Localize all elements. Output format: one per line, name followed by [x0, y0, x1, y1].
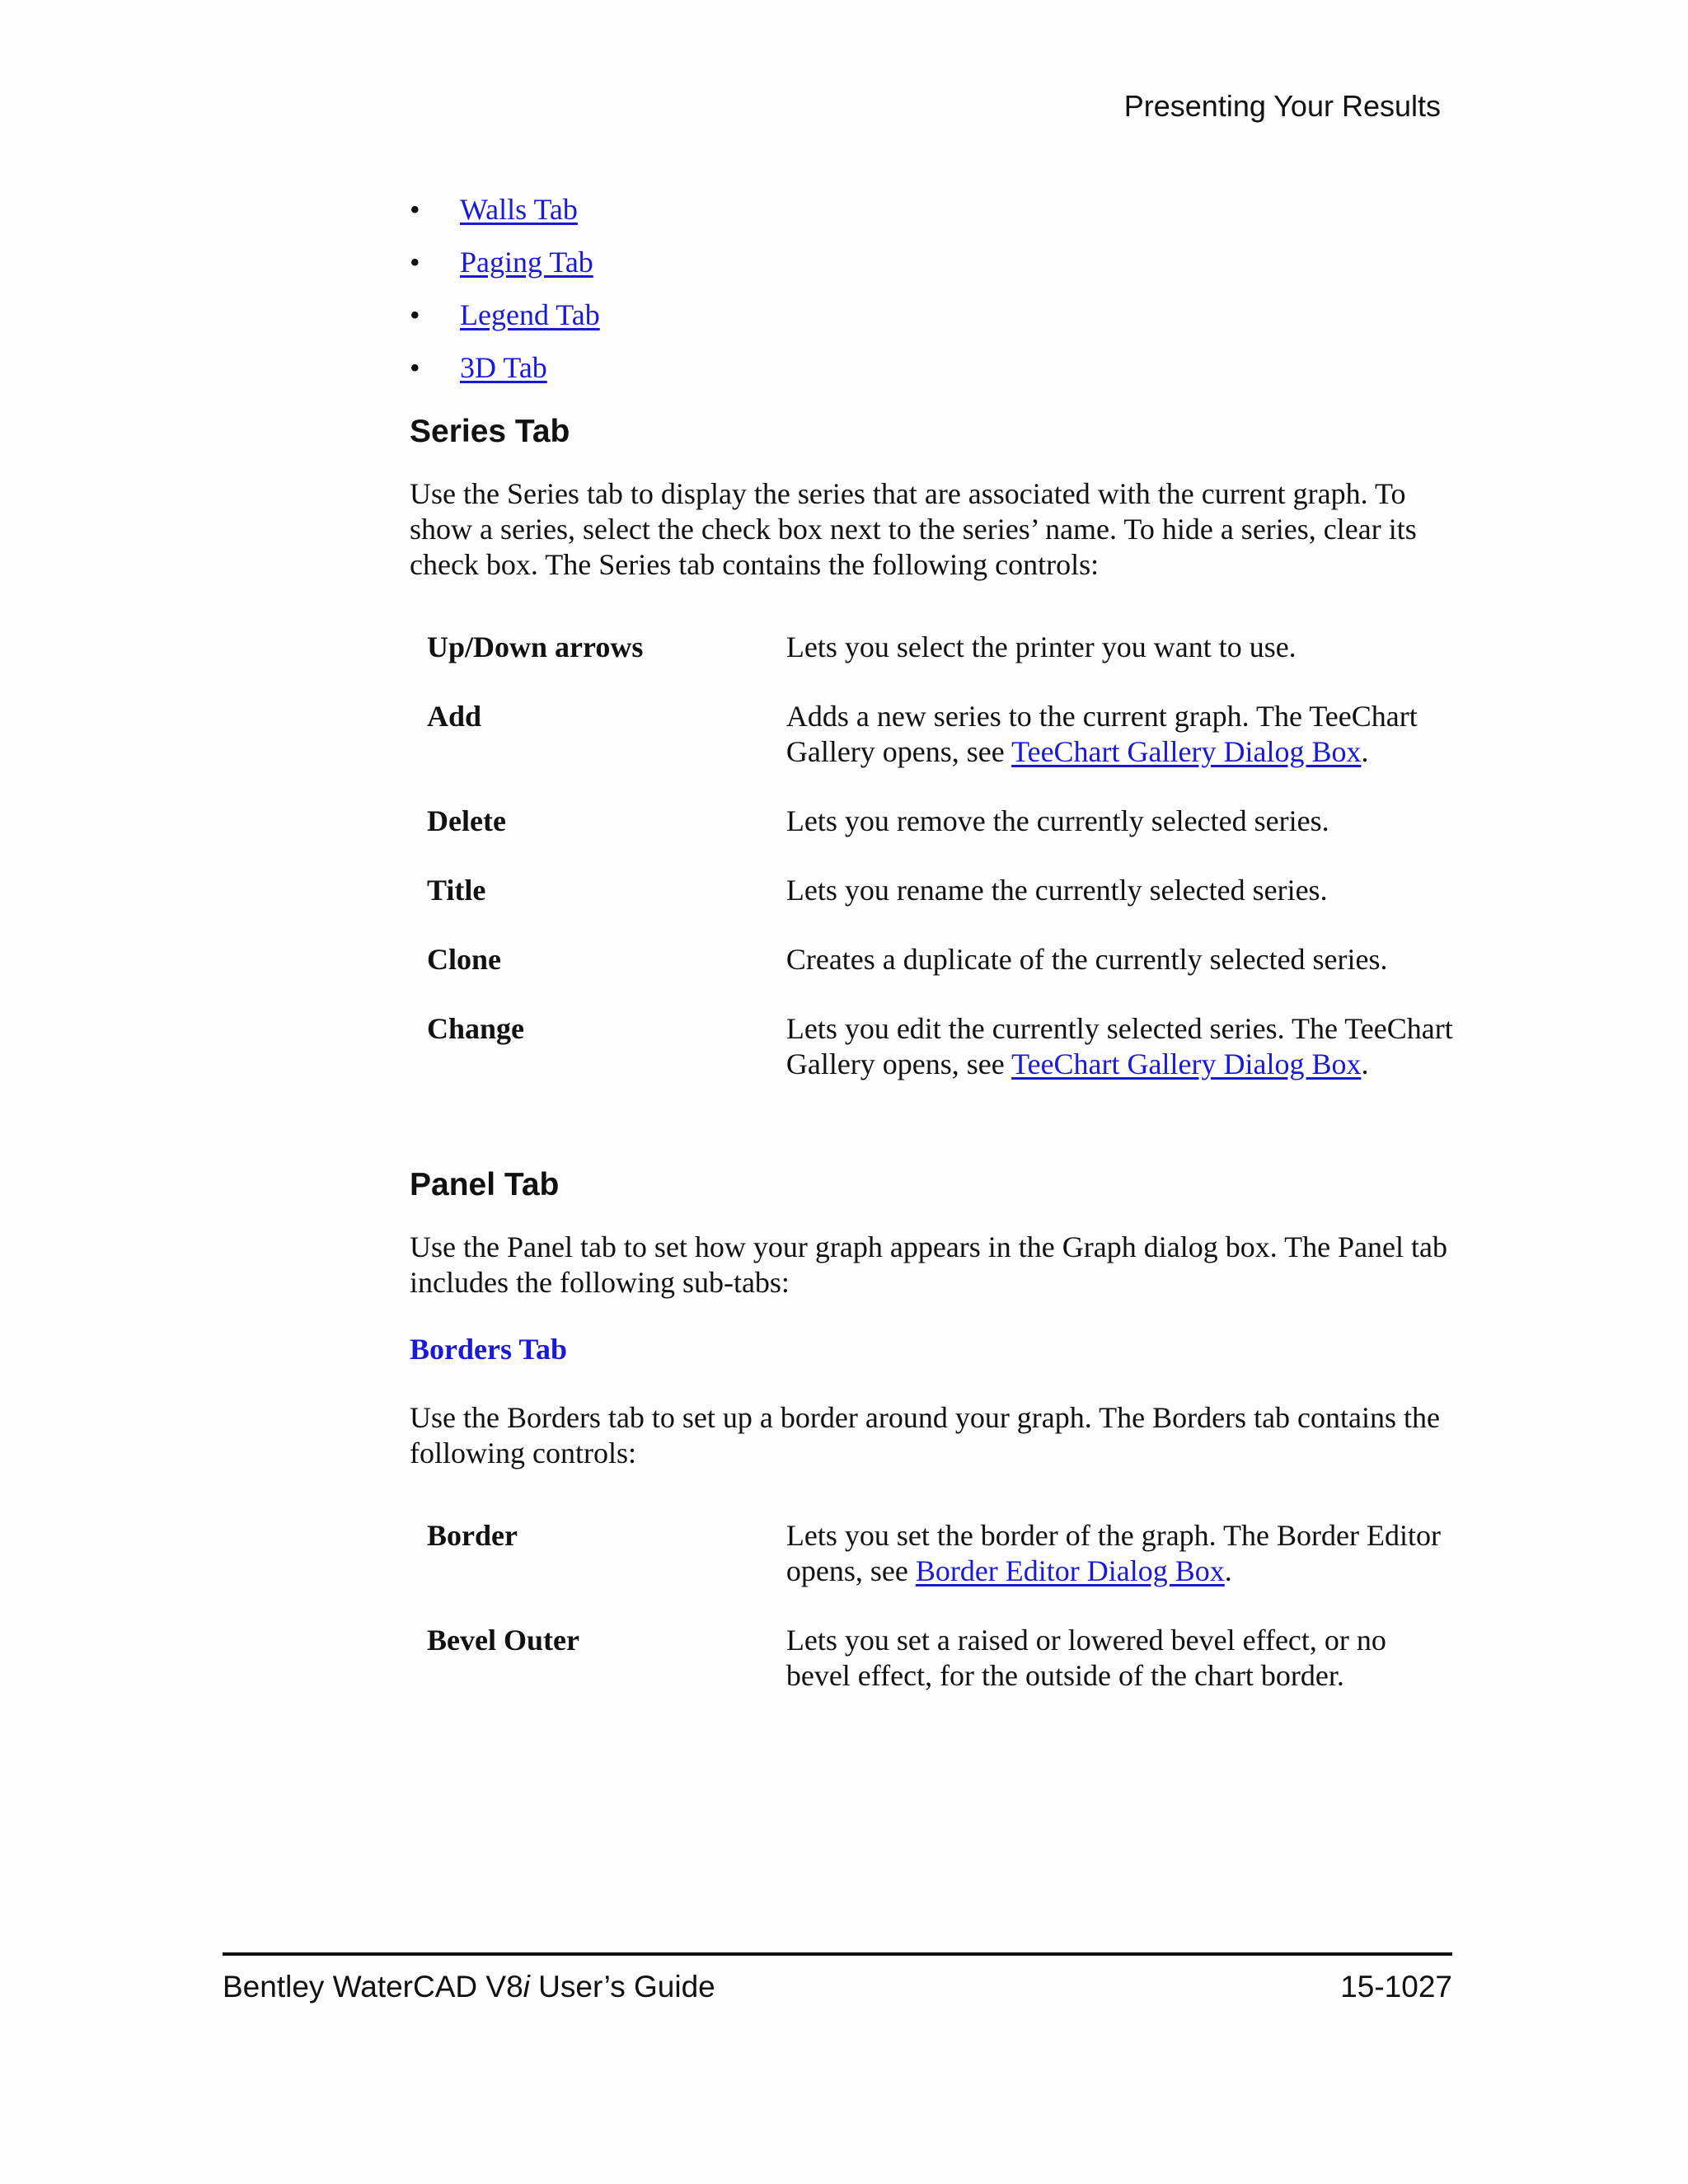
- borders-tab-intro: Use the Borders tab to set up a border around your graph. The Borders tab contains the following controls:: [410, 1401, 1440, 1469]
- related-tabs-list: [410, 185, 1456, 396]
- running-header: Presenting Your Results: [1123, 89, 1441, 123]
- footer-guide-title: [223, 1970, 715, 2004]
- control-description: Lets you set a raised or lowered bevel effect, or no bevel effect, for the outside of the chart border.: [785, 1624, 1386, 1692]
- teechart-gallery-link[interactable]: TeeChart Gallery Dialog Box: [1011, 735, 1362, 768]
- borders-controls-table: [410, 1518, 1456, 1727]
- control-description: Lets you remove the currently selected series.: [785, 804, 1329, 837]
- control-description: [786, 1518, 1456, 1623]
- description-punctuation: .: [1224, 1554, 1232, 1587]
- control-description: Lets you select the printer you want to use.: [785, 630, 1296, 663]
- control-description: Lets you rename the currently selected series.: [785, 874, 1328, 907]
- description-text: Lets you set the border of the graph. The Border Editor opens, see: [785, 1519, 1441, 1587]
- legend-tab-link[interactable]: Legend Tab: [460, 298, 600, 331]
- 3d-tab-link[interactable]: 3D Tab: [460, 351, 547, 384]
- control-term: Delete: [427, 804, 506, 837]
- table-row: [410, 1518, 1456, 1623]
- table-row: [410, 630, 1456, 699]
- guide-title-prefix: Bentley WaterCAD V8: [223, 1970, 523, 2004]
- page-number: 15-1027: [1340, 1970, 1452, 2004]
- page-content: [410, 185, 1456, 1727]
- border-editor-link[interactable]: Border Editor Dialog Box: [915, 1554, 1225, 1587]
- list-item: [410, 237, 1456, 290]
- control-description: [786, 699, 1456, 804]
- walls-tab-link[interactable]: Walls Tab: [460, 193, 578, 226]
- table-row: [410, 942, 1456, 1011]
- table-row: [410, 804, 1456, 873]
- control-description: Creates a duplicate of the currently selected series.: [785, 943, 1388, 976]
- list-item: [410, 185, 1456, 237]
- table-row: [410, 1623, 1456, 1727]
- description-text: Lets you edit the currently selected series. The TeeChart Gallery opens, see: [785, 1012, 1453, 1080]
- series-tab-heading: Series Tab: [410, 414, 570, 449]
- series-controls-table: [410, 630, 1456, 1116]
- control-term: Title: [427, 874, 486, 907]
- control-term: Bevel Outer: [427, 1624, 579, 1657]
- series-tab-intro: Use the Series tab to display the series that are associated with the current graph. To show a series, select the check box next to the series’ name. To hide a series, clear its check box. The Series tab contains the following controls:: [410, 477, 1417, 581]
- teechart-gallery-link[interactable]: TeeChart Gallery Dialog Box: [1011, 1047, 1362, 1080]
- table-row: [410, 1011, 1456, 1116]
- control-term: Border: [427, 1519, 518, 1552]
- control-term: Add: [427, 700, 482, 733]
- control-description: [786, 1011, 1456, 1116]
- list-item: [410, 343, 1456, 396]
- description-text: Adds a new series to the current graph. The TeeChart Gallery opens, see: [785, 700, 1418, 768]
- control-term: Up/Down arrows: [427, 630, 644, 663]
- control-term: Change: [427, 1012, 525, 1045]
- paging-tab-link[interactable]: Paging Tab: [460, 246, 593, 279]
- panel-tab-heading: Panel Tab: [410, 1167, 560, 1202]
- list-item: [410, 290, 1456, 343]
- table-row: [410, 873, 1456, 942]
- bullet: •: [410, 351, 420, 384]
- footer-divider: [223, 1952, 1452, 1956]
- bullet: •: [410, 193, 420, 226]
- guide-title-suffix: User’s Guide: [529, 1970, 715, 2004]
- table-row: [410, 699, 1456, 804]
- bullet: •: [410, 246, 420, 279]
- description-punctuation: .: [1361, 735, 1369, 768]
- guide-title-italic: i: [523, 1970, 530, 2004]
- borders-tab-heading: Borders Tab: [410, 1333, 568, 1366]
- control-term: Clone: [427, 943, 501, 976]
- description-punctuation: .: [1361, 1047, 1369, 1080]
- panel-tab-intro: Use the Panel tab to set how your graph appears in the Graph dialog box. The Panel tab includes the following sub-tabs:: [410, 1230, 1448, 1299]
- bullet: •: [410, 298, 420, 331]
